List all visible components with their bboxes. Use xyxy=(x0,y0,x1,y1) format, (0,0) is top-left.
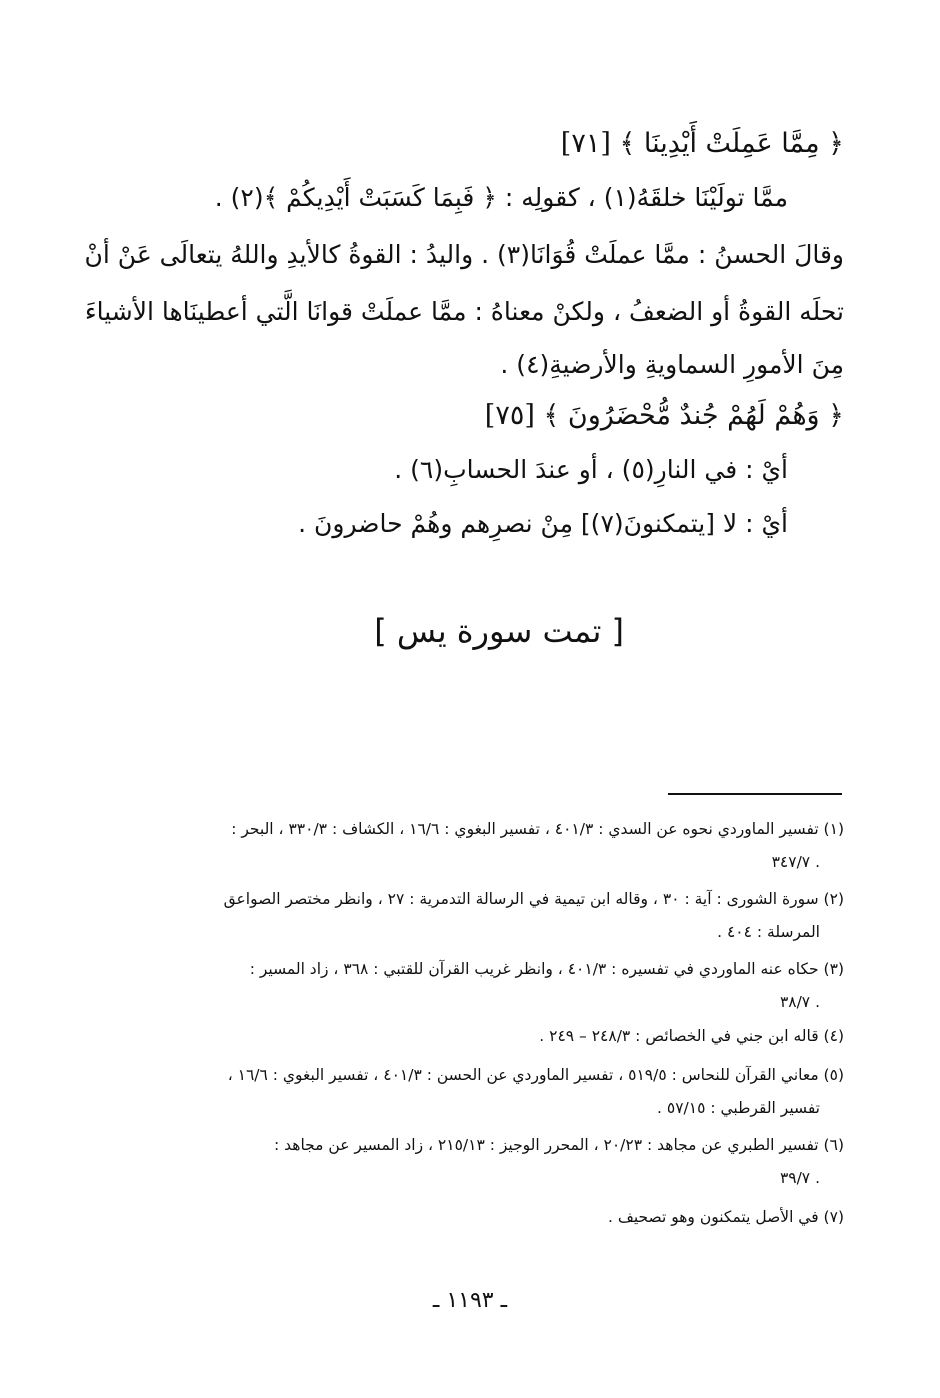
footnote: (١) تفسير الماوردي نحوه عن السدي : ٤٠١/٣ ، تفسير البغوي : ١٦/٦ ، الكشاف : ٣٣٠/٣ ، البحر : xyxy=(231,820,844,838)
commentary-line: مِنَ الأمورِ السماويةِ والأرضيةِ(٤) . xyxy=(500,350,844,379)
footnote: تفسير القرطبي : ٥٧/١٥ . xyxy=(657,1099,820,1117)
verse-71: ﴿ مِمَّا عَمِلَتْ أَيْدِينَا ﴾ [٧١] xyxy=(560,128,844,159)
surah-ending: [ تمت سورة يس ] xyxy=(374,612,624,650)
footnote: (٧) في الأصل يتمكنون وهو تصحيف . xyxy=(607,1208,844,1226)
footnote: ٣٤٧/٧ . xyxy=(771,853,820,871)
commentary-line: ممَّا تولَيْنَا خلقَهُ(١) ، كقولِه : ﴿ فَبِمَا كَسَبَتْ أَيْدِيكُمْ ﴾(٢) . xyxy=(214,183,788,212)
footnote: (٤) قاله ابن جني في الخصائص : ٢٤٨/٣ – ٢٤٩ . xyxy=(539,1027,844,1045)
commentary-line: وقالَ الحسنُ : ممَّا عملَتْ قُوَانَا(٣) . واليدُ : القوةُ كالأيدِ واللهُ يتعالَى عَنْ أنْ xyxy=(84,240,844,269)
footnote: (٥) معاني القرآن للنحاس : ٥١٩/٥ ، تفسير الماوردي عن الحسن : ٤٠١/٣ ، تفسير البغوي : ١٦/٦ ، xyxy=(227,1066,844,1084)
page-number: ـ ١١٩٣ ـ xyxy=(432,1288,508,1313)
commentary-line: أيْ : لا [يتمكنونَ(٧)] مِنْ نصرِهم وهُمْ حاضرونَ . xyxy=(298,509,788,538)
commentary-line: أيْ : في النارِ(٥) ، أو عندَ الحسابِ(٦) . xyxy=(394,455,788,484)
commentary-line: تحلَه القوةُ أو الضعفُ ، ولكنْ معناهُ : ممَّا عملَتْ قوانَا الَّتي أعطينَاها الأشياءَ xyxy=(84,297,844,326)
footnote: (٦) تفسير الطبري عن مجاهد : ٢٠/٢٣ ، المحرر الوجيز : ٢١٥/١٣ ، زاد المسير عن مجاهد : xyxy=(274,1136,844,1154)
footnote: ٣٩/٧ . xyxy=(779,1169,820,1187)
verse-75: ﴿ وَهُمْ لَهُمْ جُندٌ مُّحْضَرُونَ ﴾ [٧٥] xyxy=(484,400,844,431)
footnote-separator xyxy=(668,793,842,795)
footnote: المرسلة : ٤٠٤ . xyxy=(717,923,820,941)
footnote: ٣٨/٧ . xyxy=(779,993,820,1011)
footnote: (٣) حكاه عنه الماوردي في تفسيره : ٤٠١/٣ ، وانظر غريب القرآن للقتبي : ٣٦٨ ، زاد المسير : xyxy=(249,960,844,978)
footnote: (٢) سورة الشورى : آية : ٣٠ ، وقاله ابن تيمية في الرسالة التدمرية : ٢٧ ، وانظر مختصر الصواعق xyxy=(223,890,844,908)
